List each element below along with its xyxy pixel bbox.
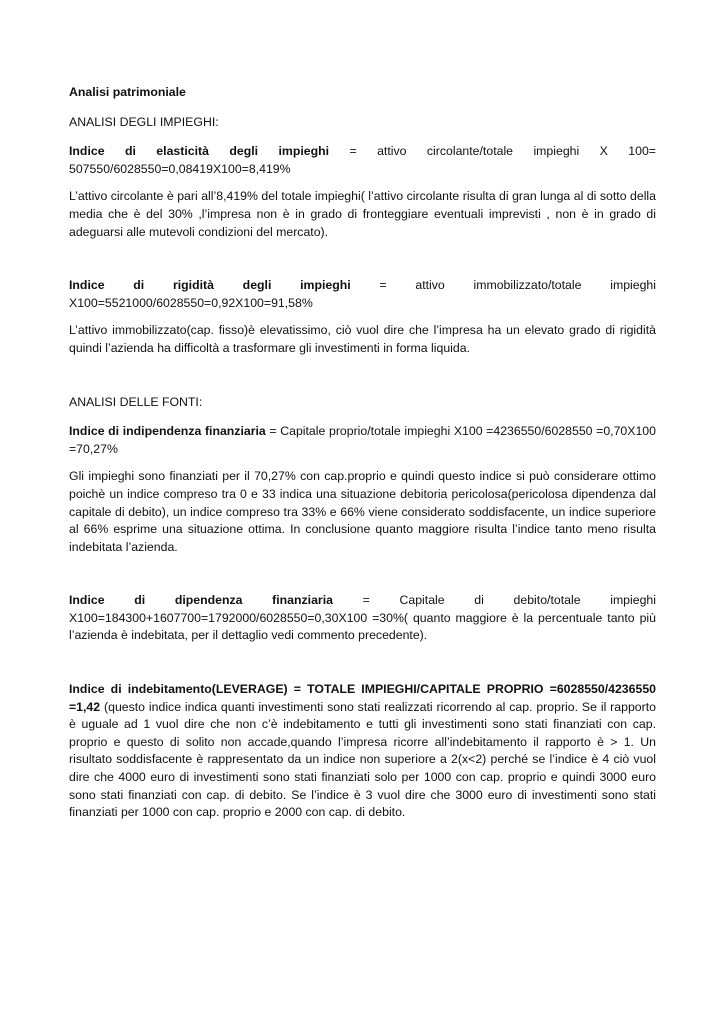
document-page (69, 84, 656, 822)
rigidita-label: Indice di rigidità degli impieghi (69, 278, 351, 293)
indipendenza-formula-text: = Capitale proprio/totale impieghi X100 =4236550/6028550 =0,70X100 =70,27% (69, 424, 656, 456)
indebitamento-paragraph (69, 681, 656, 822)
dipendenza-label: Indice di dipendenza finanziaria (69, 593, 333, 608)
indipendenza-comment: Gli impieghi sono finanziati per il 70,27% con cap.proprio e quindi questo indice si può considerare ottimo poichè un indice compreso tra 0 e 33 indica una situazione debitoria pericolosa(pericolosa dipendenza dal capitale di debito), un indice compreso tra 33% e 66% viene considerato soddisfacente, un indice superiore al 66% esprime una situazione ottima. In conclusione quanto maggiore risulta l’indice tanto meno risulta indebitata l’azienda. (69, 469, 656, 554)
fonti-heading: ANALISI DELLE FONTI: (69, 394, 203, 409)
elasticita-formula-text: = attivo circolante/totale impieghi X 100= 507550/6028550=0,08419X100=8,419% (69, 144, 656, 176)
dipendenza-formula (69, 592, 656, 645)
rigidita-formula-text: = attivo immobilizzato/totale impieghi X100=5521000/6028550=0,92X100=91,58% (69, 278, 657, 310)
indipendenza-label: Indice di indipendenza finanziaria (69, 424, 266, 439)
indipendenza-formula (69, 423, 656, 458)
indebitamento-text: (questo indice indica quanti investimenti sono stati realizzati ricorrendo al cap. proprio. Se il rapporto è uguale ad 1 vuol dire che non c’è indebitamento e tutti gli investimenti sono stati finanziati con cap. proprio e questo di solito non accade,quando l’impresa ricorre all’indebitamento il rapporto è > 1. Un risultato soddisfacente è rappresentato da un indice non superiore a 2(x<2) perché se l’indice è 4 ciò vuol dire che 4000 euro di investimenti sono stati finanziati solo per 1000 con cap. proprio e quindi 3000 euro sono stati finanziati con cap. di debito. Se l’indice è 3 vuol dire che 3000 euro di investimenti sono stati finanziati per 1000 con cap. proprio e 2000 con cap. di debito. (69, 699, 656, 820)
elasticita-formula (69, 143, 656, 178)
rigidita-formula (69, 277, 656, 312)
document-title: Analisi patrimoniale (69, 85, 186, 99)
elasticita-comment: L’attivo circolante è pari all’8,419% del totale impieghi( l’attivo circolante risulta di gran lunga al di sotto della media che è del 30% ,l’impresa non è in grado di fronteggiare eventuali imprevisti , non è in grado di adeguarsi alle mutevoli condizioni del mercato). (69, 189, 656, 239)
dipendenza-formula-text: = Capitale di debito/totale impieghi X100=184300+1607700=1792000/6028550=0,30X100 =30%( quanto maggiore è la percentuale tanto più l’azienda è indebitata, per il dettaglio vedi commento precedente). (69, 593, 657, 643)
rigidita-comment: L’attivo immobilizzato(cap. fisso)è elevatissimo, ciò vuol dire che l’impresa ha un elevato grado di rigidità quindi l’azienda ha difficoltà a trasformare gli investimenti in forma liquida. (69, 323, 656, 355)
indebitamento-label: Indice di indebitamento(LEVERAGE) = TOTALE IMPIEGHI/CAPITALE PROPRIO =6028550/4236550 =1,42 (69, 682, 656, 714)
impieghi-heading: ANALISI DEGLI IMPIEGHI: (69, 114, 219, 129)
elasticita-label: Indice di elasticità degli impieghi (69, 144, 330, 159)
